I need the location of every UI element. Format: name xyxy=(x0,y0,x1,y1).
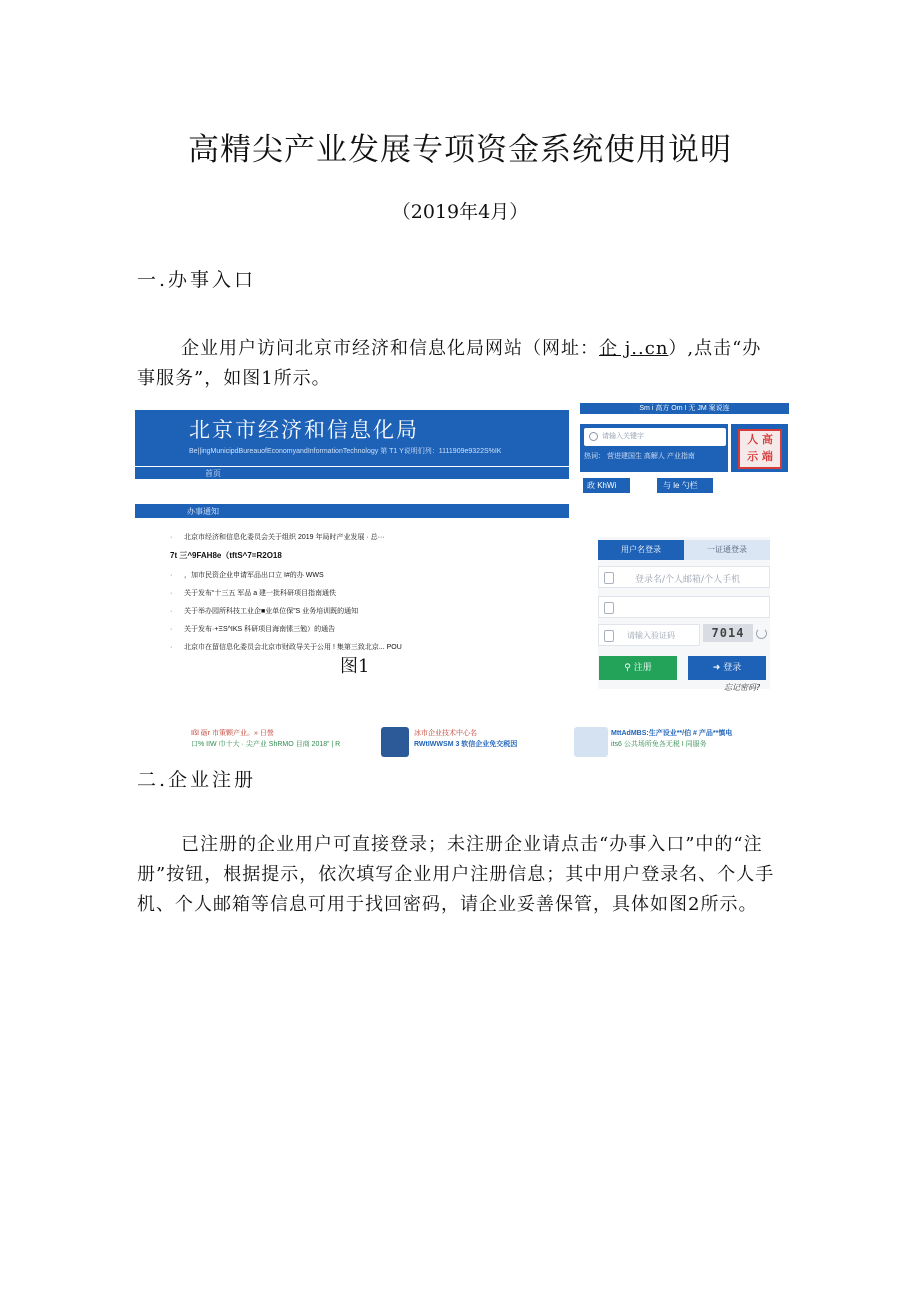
car-icon xyxy=(574,727,608,757)
monitor-icon xyxy=(381,727,409,757)
lock-icon xyxy=(604,602,614,614)
section-1-paragraph xyxy=(137,334,777,394)
list-item[interactable]: · 关于发布“十三五 军品 a 建一批科研项目指南通佚 xyxy=(170,590,337,597)
list-item[interactable]: · 关于发布·+ΞS^IKS 科研项目海南愫三勉）的通告 xyxy=(170,626,336,633)
site-title-en: Be||ingMunicipdBureauofEconomyandInformationTechnology 第 T1 Y说明们列：1111909e9322S%IK xyxy=(189,448,502,455)
list-item[interactable]: · 关于举办园所科技工业企■业单位保”S 业务培训既的通知 xyxy=(170,608,359,615)
captcha-field[interactable] xyxy=(598,624,700,646)
website-link[interactable]: 企 j..cn xyxy=(599,338,669,359)
password-field[interactable] xyxy=(598,596,770,618)
paragraph-text: 已注册的企业用户可直接登录；未注册企业请点击“办事入口”中的“注册”按钮，根据提示，依次填写企业用户注册信息；其中用户登录名、个人手机、个人邮箱等信息可用于找回密码，请企业妥善保管，具体如图2所示。 xyxy=(137,834,775,915)
hot-words: 热词： 营进建国生 高解人 产业指南 xyxy=(584,453,695,460)
tab-government-affairs[interactable]: 政 KhWi xyxy=(583,478,630,493)
section-1-heading: 一.办事入口 xyxy=(137,269,257,291)
login-button[interactable]: ➜ 登录 xyxy=(688,656,766,680)
service-item[interactable]: 冰市企业技术中心名 RWtIWWSM 3 软信企业免交税因 xyxy=(414,730,518,748)
user-icon: ⚲ xyxy=(624,663,634,673)
service-item[interactable]: MttAdMBS:生产设业**/伯 # 产品**慎电 its6 公共场所免各无税 I 同服务 xyxy=(611,730,733,748)
username-placeholder: 登录名/个人邮箱/个人手机 xyxy=(635,575,741,585)
list-item[interactable]: · 北京巾在留信息化委员会北京市财政导关于公用 ! 集第三致北京... POU xyxy=(170,644,402,651)
search-icon xyxy=(589,432,598,441)
captcha-image[interactable]: 7014 xyxy=(703,624,753,642)
paragraph-text: 企业用户访问北京市经济和信息化局网站（网址： xyxy=(181,338,599,359)
document-title: 高精尖产业发展专项资金系统使用说明 xyxy=(188,132,732,168)
search-placeholder: 请输入关键字 xyxy=(602,433,644,440)
notice-section-title: 办事通知 xyxy=(187,507,219,516)
logo-seal: 人 高 示 端 xyxy=(738,429,782,469)
tab-interaction[interactable]: 与 le 勺栏 xyxy=(657,478,713,493)
list-item[interactable]: · 北京市经济和信息化委员会关于组织 2019 年局时产业发展 · 总··· xyxy=(170,534,385,541)
section-2-paragraph xyxy=(137,830,777,920)
site-banner xyxy=(135,410,569,466)
captcha-placeholder: 请输入验证码 xyxy=(627,631,675,640)
user-icon xyxy=(604,572,614,584)
site-title-cn: 北京市经济和信息化局 xyxy=(189,418,419,442)
document-date: （2019年4月） xyxy=(391,201,529,223)
list-item[interactable]: · ，加市民资企业申请军品出口立 I#的办 WWS xyxy=(170,572,324,579)
nav-home-link[interactable]: 首页 xyxy=(205,469,221,478)
refresh-icon[interactable] xyxy=(756,628,767,639)
paragraph-text: ）,点击“办事服务”，如图1所示。 xyxy=(137,338,762,389)
site-logo xyxy=(731,424,788,472)
shield-icon xyxy=(604,630,614,642)
tab-username-login[interactable]: 用户名登录 xyxy=(598,540,684,560)
site-nav-bar xyxy=(135,467,569,479)
register-button[interactable]: ⚲ 注册 xyxy=(599,656,677,680)
tab-cert-login[interactable]: 一证通登录 xyxy=(684,540,770,560)
list-item[interactable]: 7t 三^9FAH8e（tftS^7=R2O18 xyxy=(170,551,282,560)
forgot-password-link[interactable]: 忘记密码? xyxy=(724,683,761,692)
section-2-heading: 二.企业注册 xyxy=(137,769,257,791)
service-item[interactable]: Ißl 砺r 市策颗产业。» 日營 口% IIW 巾十大 · 尖产业 ShRMO 目商 2018” | R xyxy=(191,730,341,748)
site-top-links[interactable]: Sm i 高方 Om I 无 JM 案说连 xyxy=(580,403,789,414)
username-field[interactable] xyxy=(598,566,770,588)
notice-section-bar xyxy=(135,504,569,518)
site-search-input[interactable] xyxy=(584,428,726,446)
arrow-icon: ➜ xyxy=(712,663,724,673)
figure-caption: 图1 xyxy=(340,656,370,677)
